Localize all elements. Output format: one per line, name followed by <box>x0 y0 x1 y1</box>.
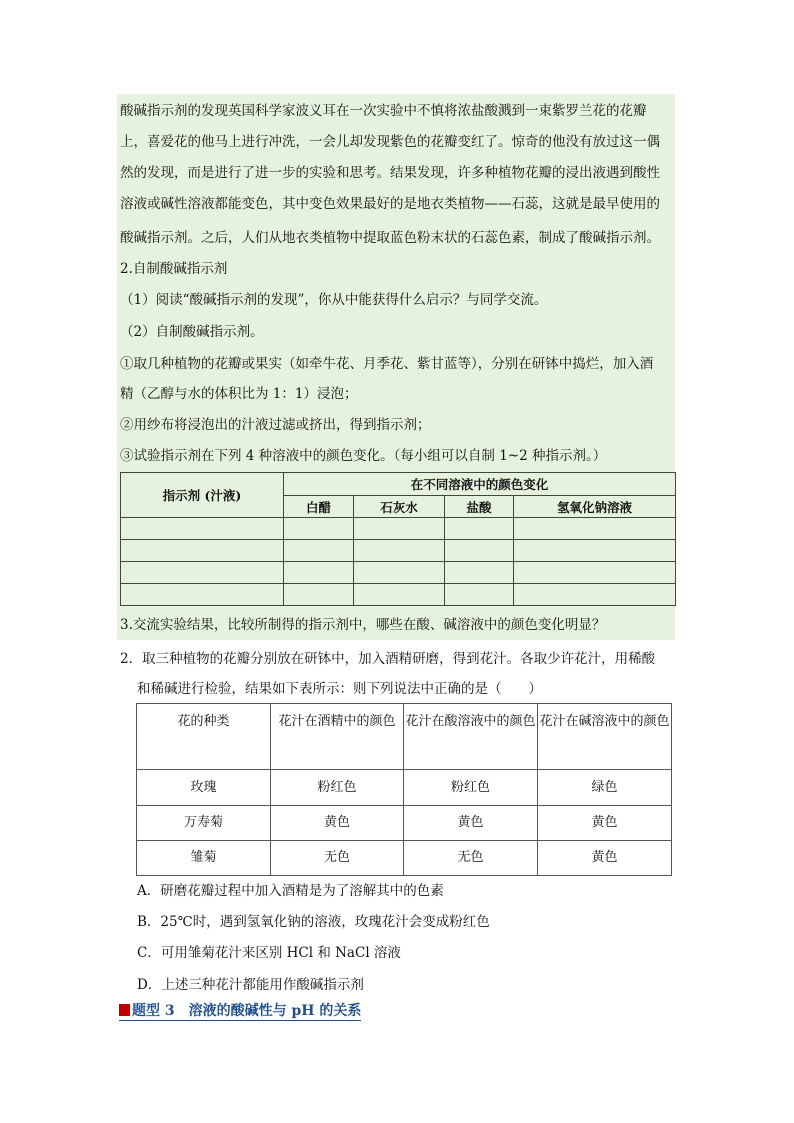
header-vinegar: 白醋 <box>284 496 354 518</box>
reading-line-3: 然的发现，而是进行了进一步的实验和思考。结果发现，许多种植物花瓣的浸出液遇到酸性 <box>120 165 660 181</box>
table-row <box>121 518 676 540</box>
section-heading-text: 题型 3 溶液的酸碱性与 pH 的关系 <box>132 1003 362 1019</box>
header-hcl: 盐酸 <box>445 496 514 518</box>
cell-alcohol: 黄色 <box>271 806 404 841</box>
question-2-line-1: 2．取三种植物的花瓣分别放在研钵中，加入酒精研磨，得到花汁。各取少许花汁，用稀酸 <box>120 651 656 667</box>
option-a: A．研磨花瓣过程中加入酒精是为了溶解其中的色素 <box>137 883 444 899</box>
table-row <box>137 806 672 841</box>
question-2-line-2: 和稀碱进行检验，结果如下表所示：则下列说法中正确的是（ ） <box>137 681 542 697</box>
cell-flower: 雏菊 <box>137 841 271 876</box>
table-row <box>137 770 672 806</box>
header-base-color: 花汁在碱溶液中的颜色 <box>538 704 672 770</box>
section-2-title: 2.自制酸碱指示剂 <box>120 261 228 277</box>
table-row <box>121 540 676 562</box>
indicator-header: 指示剂 (汁液) <box>121 473 284 518</box>
header-acid-color: 花汁在酸溶液中的颜色 <box>404 704 538 770</box>
reading-line-5: 酸碱指示剂。之后，人们从地衣类植物中提取蓝色粉末状的石蕊色素，制成了酸碱指示剂。 <box>120 230 660 246</box>
step-2: ②用纱布将浸泡出的汁液过滤或挤出，得到指示剂； <box>120 417 431 433</box>
header-naoh: 氢氧化钠溶液 <box>514 496 676 518</box>
cell-acid: 粉红色 <box>404 770 538 806</box>
option-b: B．25℃时，遇到氢氧化钠的溶液，玫瑰花汁会变成粉红色 <box>137 914 490 930</box>
step-1-line-1: ①取几种植物的花瓣或果实（如牵牛花、月季花、紫甘蓝等），分别在研钵中捣烂，加入酒 <box>120 356 654 372</box>
header-flower-type: 花的种类 <box>137 704 271 770</box>
cell-acid: 黄色 <box>404 806 538 841</box>
cell-flower: 万寿菊 <box>137 806 271 841</box>
step-1-line-2: 精（乙醇与水的体积比为 1：1）浸泡； <box>120 386 358 402</box>
reading-line-2: 上，喜爱花的他马上进行冲洗，一会儿却发现紫色的花瓣变红了。惊奇的他没有放过这一偶 <box>120 134 660 150</box>
cell-base: 黄色 <box>538 806 672 841</box>
red-square-icon <box>119 1004 130 1016</box>
option-c: C．可用雏菊花汁来区别 HCl 和 NaCl 溶液 <box>137 945 401 961</box>
section-3-question: 3.交流实验结果，比较所制得的指示剂中，哪些在酸、碱溶液中的颜色变化明显？ <box>120 617 606 633</box>
reading-line-1: 酸碱指示剂的发现英国科学家波义耳在一次实验中不慎将浓盐酸溅到一束紫罗兰花的花瓣 <box>120 103 647 119</box>
section-heading <box>119 1002 361 1021</box>
header-alcohol-color: 花汁在酒精中的颜色 <box>271 704 404 770</box>
table-row <box>137 841 672 876</box>
cell-alcohol: 无色 <box>271 841 404 876</box>
table-row <box>121 584 676 606</box>
header-limewater: 石灰水 <box>354 496 445 518</box>
cell-base: 绿色 <box>538 770 672 806</box>
reading-line-4: 溶液或碱性溶液都能变色，其中变色效果最好的是地衣类植物——石蕊，这就是最早使用的 <box>120 196 660 212</box>
cell-alcohol: 粉红色 <box>271 770 404 806</box>
step-3: ③试验指示剂在下列 4 种溶液中的颜色变化。（每小组可以自制 1~2 种指示剂。） <box>120 448 607 464</box>
item-2: （2）自制酸碱指示剂。 <box>120 324 264 340</box>
indicator-table <box>120 472 676 606</box>
item-1: （1）阅读“酸碱指示剂的发现”，你从中能获得什么启示？与同学交流。 <box>120 292 548 308</box>
cell-acid: 无色 <box>404 841 538 876</box>
option-d: D．上述三种花汁都能用作酸碱指示剂 <box>137 977 364 993</box>
flower-table <box>136 703 672 876</box>
table-row <box>121 562 676 584</box>
cell-flower: 玫瑰 <box>137 770 271 806</box>
cell-base: 黄色 <box>538 841 672 876</box>
color-change-header: 在不同溶液中的颜色变化 <box>284 473 676 496</box>
